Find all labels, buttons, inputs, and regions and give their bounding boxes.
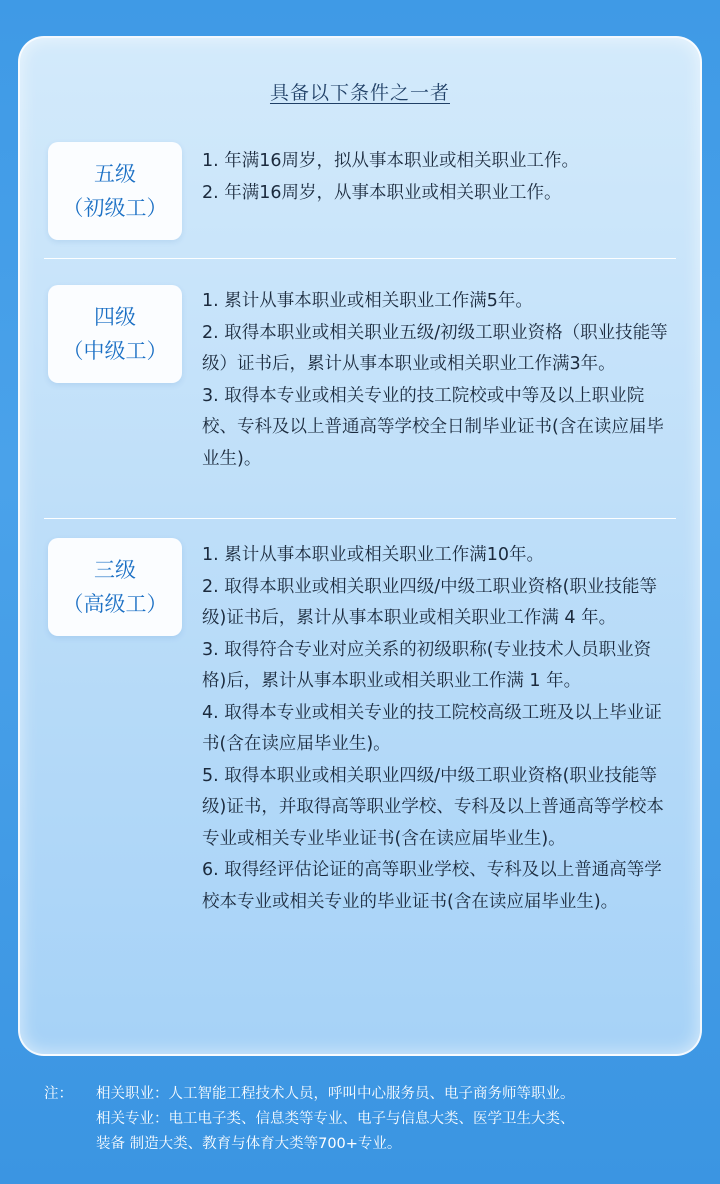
level-sub: （初级工） (62, 196, 168, 220)
note-lines (96, 1082, 706, 1157)
note-line: 相关职业：人工智能工程技术人员，呼叫中心服务员、电子商务师等职业。 (96, 1086, 575, 1102)
list-item: 3. 取得符合专业对应关系的初级职称(专业技术人员职业资格)后，累计从事本职业或相关职业工作满 1 年。 (202, 639, 652, 691)
list-item: 5. 取得本职业或相关职业四级/中级工职业资格(职业技能等级)证书，并取得高等职业学校、专科及以上普通高等学校本专业或相关专业毕业证书(含在读应届毕业生)。 (202, 765, 664, 849)
level-four-items (202, 286, 672, 475)
divider (44, 258, 676, 259)
level-badge-five (48, 142, 182, 240)
note-label: 注： (44, 1086, 73, 1102)
list-item: 2. 取得本职业或相关职业五级/初级工职业资格（职业技能等级）证书后，累计从事本职业或相关职业工作满3年。 (202, 322, 668, 374)
card-title: 具备以下条件之一者 (269, 82, 450, 104)
level-badge-three (48, 538, 182, 636)
note-line: 相关专业：电工电子类、信息类等专业、电子与信息大类、医学卫生大类、 (96, 1111, 575, 1127)
list-item: 1. 累计从事本职业或相关职业工作满10年。 (202, 545, 545, 565)
level-five-items (202, 146, 672, 209)
list-item: 2. 年满16周岁，从事本职业或相关职业工作。 (202, 182, 562, 203)
requirements-card (18, 36, 702, 1056)
list-item: 1. 累计从事本职业或相关职业工作满5年。 (202, 291, 533, 311)
note-line: 装备 制造大类、教育与体育大类等700+专业。 (96, 1136, 402, 1152)
level-three-items (202, 540, 672, 918)
level-sub: （中级工） (62, 339, 168, 363)
list-item: 2. 取得本职业或相关职业四级/中级工职业资格(职业技能等级)证书后，累计从事本职业或相关职业工作满 4 年。 (202, 576, 657, 628)
level-sub: （高级工） (62, 592, 168, 616)
list-item: 1. 年满16周岁，拟从事本职业或相关职业工作。 (202, 151, 580, 171)
level-badge-four (48, 285, 182, 383)
list-item: 3. 取得本专业或相关专业的技工院校或中等及以上职业院校、专科及以上普通高等学校全日制毕业证书(含在读应届毕业生)。 (202, 385, 664, 469)
level-name: 三级 (94, 558, 136, 582)
level-name: 五级 (94, 162, 136, 186)
list-item: 4. 取得本专业或相关专业的技工院校高级工班及以上毕业证书(含在读应届毕业生)。 (202, 702, 662, 754)
divider (44, 518, 676, 519)
list-item: 6. 取得经评估论证的高等职业学校、专科及以上普通高等学校本专业或相关专业的毕业证书(含在读应届毕业生)。 (202, 860, 662, 912)
level-name: 四级 (94, 305, 136, 329)
